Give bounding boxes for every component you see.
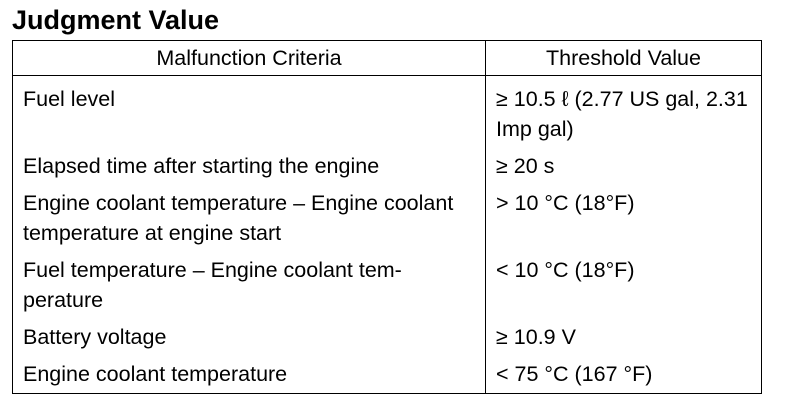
table-row xyxy=(13,181,762,248)
criteria-cell xyxy=(13,76,486,145)
threshold-text: ≥ 20 s xyxy=(496,154,555,178)
threshold-text: < 10 °C (18°F) xyxy=(496,258,635,282)
criteria-cell xyxy=(13,181,486,248)
table-row xyxy=(13,248,762,315)
threshold-cell xyxy=(486,144,762,181)
criteria-cell xyxy=(13,248,486,315)
criteria-text: Engine coolant temperature – Engine coolant temperature at engine start xyxy=(23,191,454,245)
table-row xyxy=(13,144,762,181)
threshold-cell xyxy=(486,76,762,145)
threshold-text: > 10 °C (18°F) xyxy=(496,191,635,215)
column-header-criteria: Malfunction Criteria xyxy=(13,41,486,76)
criteria-text: Fuel level xyxy=(23,87,116,111)
criteria-text: Fuel temperature – Engine coolant tem-perature xyxy=(23,258,402,312)
threshold-cell xyxy=(486,315,762,352)
table-row xyxy=(13,315,762,352)
criteria-cell xyxy=(13,315,486,352)
criteria-cell xyxy=(13,352,486,394)
column-header-threshold: Threshold Value xyxy=(486,41,762,76)
criteria-text: Engine coolant temperature xyxy=(23,362,288,386)
criteria-text: Battery voltage xyxy=(23,325,167,349)
table-row xyxy=(13,352,762,394)
threshold-cell xyxy=(486,181,762,248)
threshold-text: < 75 °C (167 °F) xyxy=(496,362,653,386)
page-title: Judgment Value xyxy=(12,5,220,35)
table-header-row xyxy=(13,41,762,76)
criteria-cell xyxy=(13,144,486,181)
threshold-cell xyxy=(486,352,762,394)
threshold-text: ≥ 10.5 ℓ (2.77 US gal, 2.31 Imp gal) xyxy=(496,87,748,141)
threshold-cell xyxy=(486,248,762,315)
criteria-text: Elapsed time after starting the engine xyxy=(23,154,380,178)
judgment-value-table xyxy=(12,40,762,394)
table-row xyxy=(13,76,762,145)
threshold-text: ≥ 10.9 V xyxy=(496,325,576,349)
